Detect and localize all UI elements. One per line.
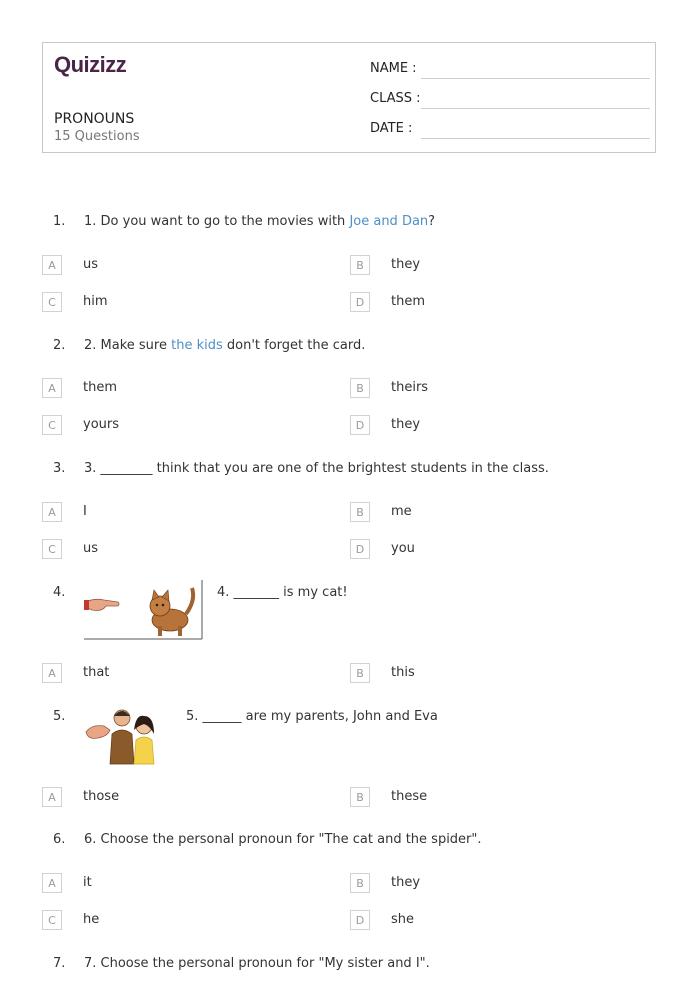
question-2-option-c[interactable]	[42, 415, 292, 437]
option-text: them	[391, 294, 425, 309]
option-text: they	[391, 875, 421, 890]
question-2-option-d[interactable]	[350, 415, 600, 437]
pointing-hand-and-cat-icon	[84, 580, 204, 642]
question-6-option-a[interactable]	[42, 873, 292, 895]
question-3-number: 3.	[53, 461, 66, 476]
option-letter-box: C	[42, 539, 62, 559]
question-count: 15 Questions	[54, 129, 140, 144]
question-2-text-pre: 2. Make sure	[84, 338, 172, 353]
option-text: them	[83, 380, 117, 395]
option-text: us	[83, 257, 99, 272]
date-label: DATE :	[370, 121, 413, 136]
question-1-option-d[interactable]	[350, 292, 600, 314]
question-2-text	[84, 338, 365, 353]
option-text: me	[391, 504, 412, 519]
option-letter-box: B	[350, 378, 370, 398]
question-2-option-b[interactable]	[350, 378, 600, 400]
option-letter-box: D	[350, 415, 370, 435]
pointing-hand-and-couple-icon	[84, 704, 170, 766]
option-letter-box: A	[42, 663, 62, 683]
question-1-number: 1.	[53, 214, 66, 229]
name-field[interactable]	[370, 61, 650, 79]
question-1-text-post: ?	[428, 214, 436, 229]
class-line[interactable]	[421, 108, 650, 109]
option-text: these	[391, 789, 428, 804]
question-1-highlight: Joe and Dan	[349, 214, 429, 229]
quizizz-logo: Quizizz	[54, 52, 127, 77]
option-text: you	[391, 541, 415, 556]
question-1-option-a[interactable]	[42, 255, 292, 277]
question-3-option-a[interactable]	[42, 502, 292, 524]
question-5-number: 5.	[53, 709, 66, 724]
question-1-option-c[interactable]	[42, 292, 292, 314]
question-1-option-b[interactable]	[350, 255, 600, 277]
question-2-text-post: don't forget the card.	[222, 338, 366, 353]
option-letter-box: C	[42, 292, 62, 312]
question-3-option-b[interactable]	[350, 502, 600, 524]
option-text: he	[83, 912, 100, 927]
option-letter-box: C	[42, 415, 62, 435]
class-label: CLASS :	[370, 91, 421, 106]
option-text: they	[391, 417, 421, 432]
worksheet-title: PRONOUNS	[54, 111, 135, 127]
question-1-text	[84, 214, 435, 229]
option-letter-box: B	[350, 787, 370, 807]
option-letter-box: B	[350, 502, 370, 522]
question-3-text: 3. ________ think that you are one of the brightest students in the class.	[84, 461, 549, 476]
option-text: that	[83, 665, 110, 680]
question-6-option-b[interactable]	[350, 873, 600, 895]
option-letter-box: D	[350, 539, 370, 559]
question-2-number: 2.	[53, 338, 66, 353]
question-3-option-d[interactable]	[350, 539, 600, 561]
option-letter-box: B	[350, 873, 370, 893]
option-letter-box: A	[42, 255, 62, 275]
option-letter-box: A	[42, 787, 62, 807]
question-6-text: 6. Choose the personal pronoun for "The cat and the spider".	[84, 832, 482, 847]
option-text: yours	[83, 417, 120, 432]
name-line[interactable]	[421, 78, 650, 79]
question-5-text: 5. ______ are my parents, John and Eva	[186, 709, 438, 724]
question-2-option-a[interactable]	[42, 378, 292, 400]
option-text: those	[83, 789, 120, 804]
option-letter-box: D	[350, 292, 370, 312]
option-text: him	[83, 294, 108, 309]
question-5-option-b[interactable]	[350, 787, 600, 809]
option-text: she	[391, 912, 415, 927]
question-6-number: 6.	[53, 832, 66, 847]
option-letter-box: B	[350, 663, 370, 683]
worksheet-header	[42, 42, 656, 153]
option-letter-box: A	[42, 502, 62, 522]
question-5-option-a[interactable]	[42, 787, 292, 809]
question-7-number: 7.	[53, 956, 66, 971]
date-line[interactable]	[421, 138, 650, 139]
question-2-highlight: the kids	[171, 338, 223, 353]
option-letter-box: A	[42, 873, 62, 893]
question-1-text-pre: 1. Do you want to go to the movies with	[84, 214, 350, 229]
name-label: NAME :	[370, 61, 417, 76]
question-4-option-b[interactable]	[350, 663, 600, 685]
question-7-text: 7. Choose the personal pronoun for "My sister and I".	[84, 956, 430, 971]
question-4-number: 4.	[53, 585, 66, 600]
option-letter-box: B	[350, 255, 370, 275]
class-field[interactable]	[370, 91, 650, 109]
option-text: I	[83, 504, 87, 519]
option-text: it	[83, 875, 92, 890]
date-field[interactable]	[370, 121, 650, 139]
option-letter-box: C	[42, 910, 62, 930]
question-6-option-d[interactable]	[350, 910, 600, 932]
option-text: they	[391, 257, 421, 272]
option-text: this	[391, 665, 415, 680]
option-text: us	[83, 541, 99, 556]
option-letter-box: D	[350, 910, 370, 930]
question-4-text: 4. _______ is my cat!	[217, 585, 348, 600]
question-6-option-c[interactable]	[42, 910, 292, 932]
option-text: theirs	[391, 380, 429, 395]
option-letter-box: A	[42, 378, 62, 398]
question-3-option-c[interactable]	[42, 539, 292, 561]
question-4-option-a[interactable]	[42, 663, 292, 685]
